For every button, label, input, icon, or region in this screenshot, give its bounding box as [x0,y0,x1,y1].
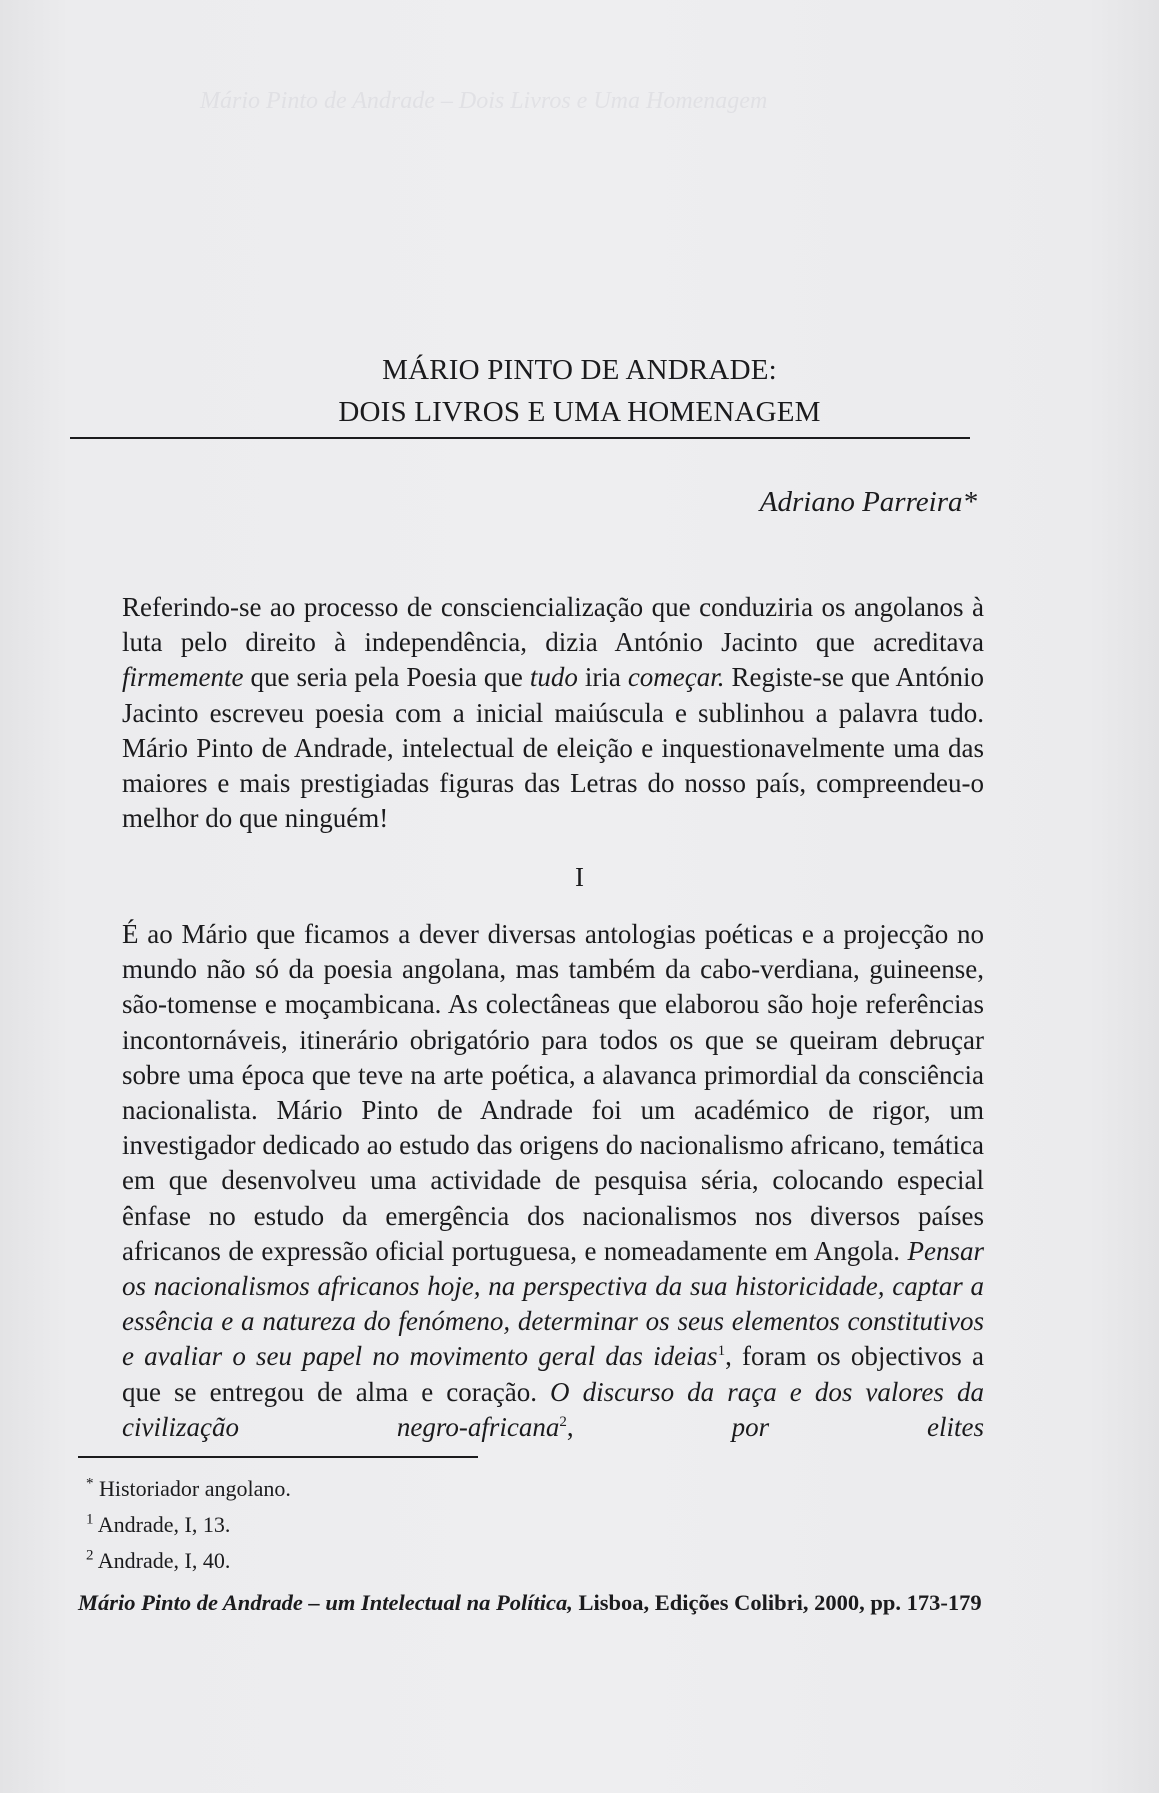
footnote-author [86,1476,291,1502]
section-number: I [575,862,584,892]
paragraph-2 [122,917,984,1445]
footnote-author-mark: * [86,1475,94,1492]
paragraph1-run-1: firmemente [122,662,244,693]
paragraph2-run-0: É ao Mário que ficamos a dever diversas antologias poéticas e a projecção no mundo não só da poesia angolana, mas também da cabo-verdiana, guineense, são-tomense e moçambicana. As colectâneas que elaborou são hoje referências incontornáveis, itinerário obrigatório para todos os que se queiram debruçar sobre uma época que teve na arte poética, a alavanca primordial da consciência nacionalista. Mário Pinto de Andrade foi um académico de rigor, um investigador dedicado ao estudo das origens do nacionalismo africano, temática em que desenvolveu uma actividade de pesquisa séria, colocando especial ênfase no estudo da emergência dos nacionalismos nos diversos países africanos de expressão oficial portuguesa, e nomeadamente em Angola. [122,919,984,1266]
bleed-through-running-head: Mário Pinto de Andrade – Dois Livros e Uma Homenagem [200,88,768,114]
paragraph-1 [122,590,984,836]
paragraph1-run-4: iria [577,662,628,693]
author-byline [760,486,977,519]
paragraph1-run-0: Referindo-se ao processo de consciencialização que conduziria os angolanos à luta pelo direito à independência, dizia António Jacinto que acreditava [122,592,984,658]
paragraph1-run-5: começar. [627,662,725,693]
author-footnote-mark: * [962,486,977,518]
article-title-line-2: DOIS LIVROS E UMA HOMENAGEM [338,396,821,428]
citation-publisher: Lisboa, Edições Colibri, 2000, pp. 173-179 [572,1590,982,1615]
footnote-2 [86,1548,230,1574]
paragraph2-run-2: 1 [717,1343,726,1360]
title-rule [70,437,970,439]
paragraph1-run-6: Registe-se que António Jacinto escreveu poesia com a inicial maiúscula e sublinhou a palavra tudo. Mário Pinto de Andrade, intelectual de eleição e inquestionavelmente uma das maiores e mais prestigiadas figuras das Letras do nosso país, compreendeu-o melhor do que ninguém! [122,662,984,834]
footnote-rule [78,1456,478,1458]
paragraph2-run-3: , foram os objectivos a que se entregou de alma e coração. [122,1341,984,1407]
footnote-1-mark: 1 [86,1511,94,1528]
citation-book-title: Mário Pinto de Andrade – um Intelectual na Política, [78,1590,573,1615]
footnote-2-text: Andrade, I, 40. [93,1548,231,1573]
paragraph2-run-7: por elites [731,1411,984,1442]
footnote-author-text: Historiador angolano. [93,1476,291,1501]
footnote-1-text: Andrade, I, 13. [93,1512,231,1537]
paragraph2-run-6: , [566,1411,732,1442]
paragraph2-run-4: O discurso da raça e dos valores da civilização negro-africana [122,1376,984,1442]
footnote-2-mark: 2 [86,1547,94,1564]
article-title-line-1: MÁRIO PINTO DE ANDRADE: [382,354,777,386]
paragraph2-run-1: Pensar os nacionalismos africanos hoje, na perspectiva da sua historicidade, captar a essência e a natureza do fenómeno, determinar os seus elementos constitutivos e avaliar o seu papel no movimento geral das ideias [122,1235,984,1372]
footnote-1 [86,1512,230,1538]
author-name: Adriano Parreira [759,486,963,518]
paragraph2-run-5: 2 [559,1413,567,1430]
paragraph1-run-3: tudo [529,662,578,693]
source-citation [78,1590,982,1616]
paragraph1-run-2: que seria pela Poesia que [243,662,530,693]
